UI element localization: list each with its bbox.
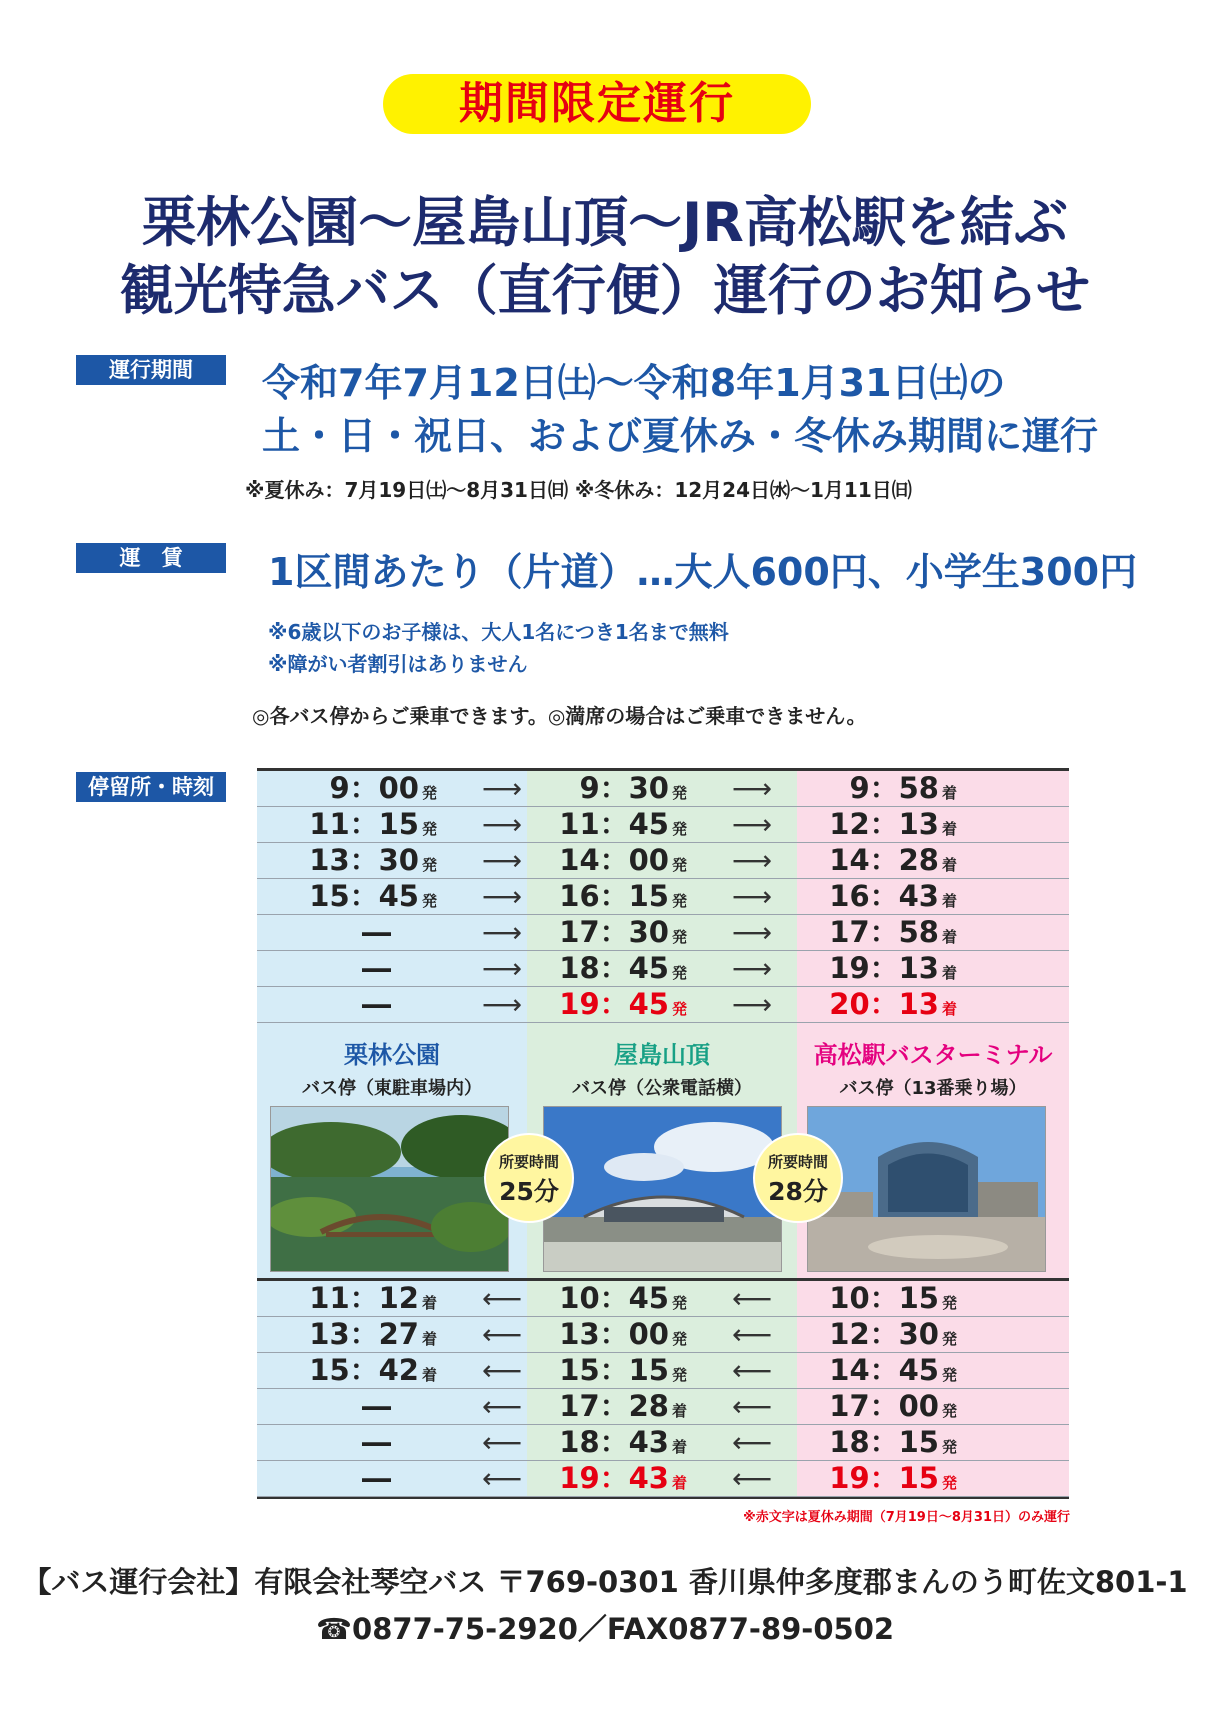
stop-location: バス停（公衆電話横） — [572, 1078, 752, 1099]
time-cell — [527, 879, 687, 914]
time-value: 19：15 — [829, 1461, 939, 1495]
direction-arrow-icon: ⟶ — [482, 988, 523, 1021]
time-suffix: 着 — [941, 820, 957, 838]
time-value: 12：13 — [829, 807, 939, 841]
period-line-1: 令和7年7月12日㈯～令和8年1月31日㈯の — [262, 361, 1006, 405]
time-value: 11：15 — [309, 807, 419, 841]
direction-arrow-icon: ⟵ — [732, 1354, 773, 1387]
timetable-row — [257, 843, 1069, 879]
time-cell — [527, 951, 687, 986]
time-suffix: 着 — [421, 1366, 437, 1384]
timetable-row — [257, 807, 1069, 843]
time-suffix: 発 — [941, 1294, 957, 1312]
direction-arrow-icon: ⟶ — [732, 844, 773, 877]
boarding-note: ◎各バス停からご乗車できます。◎満席の場合はご乗車できません。 — [252, 704, 867, 728]
direction-arrow-icon: ⟵ — [482, 1462, 523, 1495]
time-cell — [527, 987, 687, 1022]
time-value: 17：30 — [559, 915, 669, 949]
time-value: 12：30 — [829, 1317, 939, 1351]
time-value: 11：45 — [559, 807, 669, 841]
direction-arrow-icon: ⟵ — [482, 1354, 523, 1387]
time-value: ― — [362, 951, 391, 985]
time-suffix: 発 — [671, 1294, 687, 1312]
travel-time-label: 所要時間 — [498, 1153, 559, 1171]
time-cell — [797, 807, 957, 842]
time-cell — [277, 1281, 437, 1316]
time-value: 17：58 — [829, 915, 939, 949]
time-suffix: 着 — [941, 928, 957, 946]
fare-note-discount: ※障がい者割引はありません — [268, 652, 528, 676]
time-value: 15：15 — [559, 1353, 669, 1387]
time-suffix: 発 — [671, 892, 687, 910]
time-value: 9：00 — [329, 771, 419, 805]
timetable-row — [257, 879, 1069, 915]
inbound-timetable — [257, 1278, 1069, 1499]
title-line-2: 観光特急バス（直行便）運行のお知らせ — [119, 259, 1091, 322]
holiday-note: ※夏休み：7月19日㈯～8月31日㈰ ※冬休み：12月24日㈬～1月11日㈰ — [245, 478, 912, 502]
fare-label: 運 賃 — [76, 543, 226, 573]
timetable-row — [257, 771, 1069, 807]
bus-stops-panel — [257, 1023, 1069, 1278]
title-line-1: 栗林公園～屋島山頂～JR高松駅を結ぶ — [142, 191, 1068, 254]
time-suffix: 発 — [941, 1402, 957, 1420]
time-cell — [527, 1317, 687, 1352]
travel-time-value: 25分 — [499, 1177, 559, 1206]
direction-arrow-icon: ⟶ — [482, 772, 523, 805]
time-cell — [362, 1425, 422, 1460]
travel-time-bubble-1 — [484, 1133, 574, 1223]
time-value: 18：45 — [559, 951, 669, 985]
travel-time-bubble-2 — [753, 1133, 843, 1223]
time-value: 14：45 — [829, 1353, 939, 1387]
time-value: 16：43 — [829, 879, 939, 913]
direction-arrow-icon: ⟵ — [732, 1282, 773, 1315]
time-suffix: 着 — [421, 1330, 437, 1348]
time-suffix: 発 — [671, 1000, 687, 1018]
limited-operation-badge: 期間限定運行 — [383, 74, 811, 134]
time-value: 13：30 — [309, 843, 419, 877]
time-cell — [527, 771, 687, 806]
time-cell — [797, 915, 957, 950]
time-cell — [527, 843, 687, 878]
period-label: 運行期間 — [76, 355, 226, 385]
time-suffix: 発 — [941, 1474, 957, 1492]
stop-location: バス停（13番乗り場） — [839, 1078, 1027, 1099]
time-cell — [797, 1425, 957, 1460]
time-value: 17：00 — [829, 1389, 939, 1423]
timetable-row — [257, 951, 1069, 987]
direction-arrow-icon: ⟶ — [732, 916, 773, 949]
time-cell — [277, 879, 437, 914]
time-suffix: 発 — [421, 892, 437, 910]
time-value: 17：28 — [559, 1389, 669, 1423]
time-cell — [797, 879, 957, 914]
direction-arrow-icon: ⟶ — [732, 952, 773, 985]
time-value: 14：28 — [829, 843, 939, 877]
time-suffix: 発 — [421, 820, 437, 838]
time-value: 18：15 — [829, 1425, 939, 1459]
timetable-row — [257, 1353, 1069, 1389]
time-suffix: 発 — [421, 856, 437, 874]
stop-name: 屋島山頂 — [614, 1041, 710, 1069]
ritsurin-garden-photo — [270, 1106, 509, 1272]
time-cell — [277, 843, 437, 878]
time-cell — [527, 1389, 687, 1424]
direction-arrow-icon: ⟵ — [732, 1426, 773, 1459]
time-suffix: 発 — [671, 784, 687, 802]
operator-info: 【バス運行会社】有限会社琴空バス 〒769-0301 香川県仲多度郡まんのう町佐文801-1 — [22, 1565, 1188, 1599]
time-value: ― — [362, 915, 391, 949]
direction-arrow-icon: ⟶ — [732, 808, 773, 841]
time-value: 10：15 — [829, 1281, 939, 1315]
direction-arrow-icon: ⟵ — [482, 1318, 523, 1351]
time-cell — [277, 771, 437, 806]
timetable-row — [257, 1317, 1069, 1353]
time-suffix: 着 — [941, 892, 957, 910]
summer-only-footnote: ※赤文字は夏休み期間（7月19日～8月31日）のみ運行 — [743, 1510, 1070, 1525]
direction-arrow-icon: ⟶ — [732, 880, 773, 913]
timetable-row — [257, 1281, 1069, 1317]
time-cell — [797, 1461, 957, 1496]
time-suffix: 着 — [941, 856, 957, 874]
time-suffix: 着 — [421, 1294, 437, 1312]
direction-arrow-icon: ⟶ — [482, 844, 523, 877]
time-cell — [797, 1317, 957, 1352]
time-value: ― — [362, 1425, 391, 1459]
time-cell — [362, 987, 422, 1022]
time-suffix: 着 — [941, 964, 957, 982]
direction-arrow-icon: ⟵ — [482, 1426, 523, 1459]
time-suffix: 着 — [671, 1474, 687, 1492]
timetable-row — [257, 1425, 1069, 1461]
time-cell — [277, 1317, 437, 1352]
time-cell — [527, 807, 687, 842]
time-suffix: 着 — [671, 1402, 687, 1420]
timetable-row — [257, 1461, 1069, 1497]
time-value: 13：00 — [559, 1317, 669, 1351]
outbound-timetable — [257, 768, 1069, 1023]
period-line-2: 土・日・祝日、および夏休み・冬休み期間に運行 — [262, 414, 1099, 458]
time-suffix: 着 — [941, 784, 957, 802]
time-suffix: 発 — [671, 964, 687, 982]
time-value: 16：15 — [559, 879, 669, 913]
time-cell — [797, 951, 957, 986]
time-cell — [362, 1461, 422, 1496]
time-cell — [797, 1281, 957, 1316]
timetable-row — [257, 1389, 1069, 1425]
direction-arrow-icon: ⟶ — [482, 880, 523, 913]
direction-arrow-icon: ⟵ — [482, 1282, 523, 1315]
time-cell — [797, 843, 957, 878]
time-value: 18：43 — [559, 1425, 669, 1459]
time-suffix: 発 — [941, 1438, 957, 1456]
stop-name: 高松駅バスターミナル — [813, 1041, 1053, 1069]
time-cell — [527, 915, 687, 950]
time-cell — [362, 1389, 422, 1424]
operator-phone-fax: ☎0877-75-2920／FAX0877-89-0502 — [315, 1612, 895, 1646]
time-suffix: 発 — [671, 928, 687, 946]
time-cell — [527, 1425, 687, 1460]
time-cell — [527, 1461, 687, 1496]
time-cell — [797, 987, 957, 1022]
time-cell — [527, 1281, 687, 1316]
time-suffix: 発 — [671, 856, 687, 874]
time-suffix: 着 — [671, 1438, 687, 1456]
yashima-summit-photo — [543, 1106, 782, 1272]
direction-arrow-icon: ⟶ — [482, 916, 523, 949]
time-value: 14：00 — [559, 843, 669, 877]
stop-name: 栗林公園 — [344, 1041, 440, 1069]
direction-arrow-icon: ⟵ — [732, 1462, 773, 1495]
time-value: 11：12 — [309, 1281, 419, 1315]
time-suffix: 発 — [421, 784, 437, 802]
time-value: ― — [362, 987, 391, 1021]
travel-time-label: 所要時間 — [767, 1153, 828, 1171]
time-value: 9：58 — [849, 771, 939, 805]
time-suffix: 発 — [671, 1330, 687, 1348]
direction-arrow-icon: ⟵ — [482, 1390, 523, 1423]
time-value: 20：13 — [829, 987, 939, 1021]
direction-arrow-icon: ⟶ — [732, 988, 773, 1021]
direction-arrow-icon: ⟵ — [732, 1318, 773, 1351]
time-value: 13：27 — [309, 1317, 419, 1351]
time-cell — [362, 915, 422, 950]
time-value: 19：45 — [559, 987, 669, 1021]
time-value: ― — [362, 1389, 391, 1423]
direction-arrow-icon: ⟶ — [732, 772, 773, 805]
time-suffix: 発 — [671, 820, 687, 838]
time-cell — [527, 1353, 687, 1388]
travel-time-value: 28分 — [768, 1177, 828, 1206]
direction-arrow-icon: ⟶ — [482, 808, 523, 841]
time-cell — [362, 951, 422, 986]
time-value: 15：42 — [309, 1353, 419, 1387]
time-value: 10：45 — [559, 1281, 669, 1315]
timetable-row — [257, 987, 1069, 1023]
time-suffix: 発 — [941, 1330, 957, 1348]
time-suffix: 着 — [941, 1000, 957, 1018]
fare-line: 1区間あたり（片道）…大人600円、小学生300円 — [268, 550, 1138, 594]
time-cell — [797, 1389, 957, 1424]
time-value: 19：43 — [559, 1461, 669, 1495]
takamatsu-station-photo — [807, 1106, 1046, 1272]
time-cell — [797, 1353, 957, 1388]
timetable-label: 停留所・時刻 — [76, 772, 226, 802]
time-value: 9：30 — [579, 771, 669, 805]
stop-location: バス停（東駐車場内） — [302, 1078, 482, 1099]
fare-note-children: ※6歳以下のお子様は、大人1名につき1名まで無料 — [268, 620, 729, 644]
time-suffix: 発 — [671, 1366, 687, 1384]
time-cell — [277, 1353, 437, 1388]
time-value: ― — [362, 1461, 391, 1495]
time-cell — [797, 771, 957, 806]
time-value: 19：13 — [829, 951, 939, 985]
time-suffix: 発 — [941, 1366, 957, 1384]
timetable-row — [257, 915, 1069, 951]
direction-arrow-icon: ⟶ — [482, 952, 523, 985]
time-cell — [277, 807, 437, 842]
time-value: 15：45 — [309, 879, 419, 913]
direction-arrow-icon: ⟵ — [732, 1390, 773, 1423]
